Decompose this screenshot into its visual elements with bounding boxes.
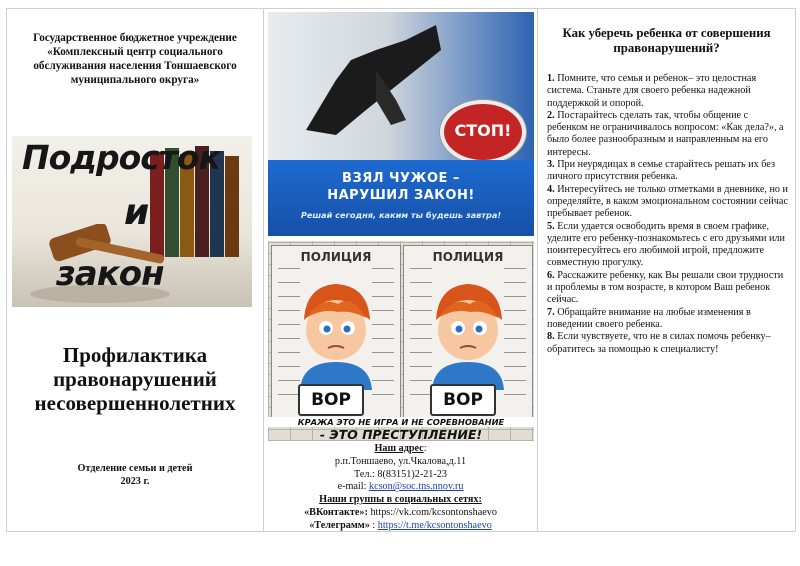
tip-item xyxy=(547,184,789,221)
address-heading-line xyxy=(264,443,537,456)
address-colon: : xyxy=(423,443,427,454)
vk-line xyxy=(264,507,537,520)
cover-word-3: закон xyxy=(56,254,164,294)
tip-item xyxy=(547,221,789,270)
tip-number: 8. xyxy=(547,331,555,343)
hand-silhouette-icon xyxy=(296,20,446,140)
department-footer xyxy=(13,462,257,488)
email-label: e-mail: xyxy=(337,481,369,493)
department-name: Отделение семьи и детей xyxy=(77,463,193,474)
address-heading: Наш адрес xyxy=(374,443,424,454)
slogan-line-1: ВЗЯЛ ЧУЖОЕ – xyxy=(342,171,460,186)
tip-text: Если удается освободить время в своем графике, уделите его ребенку-познакомьтесь с его друзьями или поинтересуйтесь его любимой игрой, предложите совместную прогулку. xyxy=(547,220,785,269)
tip-number: 6. xyxy=(547,269,555,281)
year: 2023 г. xyxy=(120,476,150,487)
tip-text: Постарайтесь сделать так, чтобы общение с ребенком не ограничивалось вопросом: «Как дела?», а было более разнообразным и направленным на его интересы. xyxy=(547,109,784,158)
mugshot-panel xyxy=(403,245,533,419)
tip-number: 7. xyxy=(547,306,555,318)
thief-sign: ВОР xyxy=(298,384,364,416)
police-label: ПОЛИЦИЯ xyxy=(432,250,504,264)
middle-column xyxy=(264,9,538,531)
tips-column xyxy=(538,9,795,531)
tip-item xyxy=(547,73,789,110)
tip-number: 5. xyxy=(547,220,555,232)
tips-title: Как уберечь ребенка от совершения правонарушений? xyxy=(562,26,771,55)
slogan-line-2: НАРУШИЛ ЗАКОН! xyxy=(327,188,475,203)
brochure-title: Профилактика правонарушений несовершеннолетних xyxy=(34,343,236,415)
stop-theft-poster xyxy=(268,12,534,236)
tip-number: 2. xyxy=(547,109,555,121)
tip-item xyxy=(547,270,789,307)
tips-list xyxy=(547,73,789,356)
crime-caption-line-1: КРАЖА ЭТО НЕ ИГРА И НЕ СОРЕВНОВАНИЕ xyxy=(268,417,534,427)
brochure-sheet xyxy=(6,8,796,532)
crime-caption-line-2: - ЭТО ПРЕСТУПЛЕНИЕ! xyxy=(319,427,483,441)
police-label: ПОЛИЦИЯ xyxy=(300,250,372,264)
poster-subline: Решай сегодня, каким ты будешь завтра! xyxy=(300,210,502,220)
organization-name: Государственное бюджетное учреждение «Комплексный центр социального обслуживания населения Тоншаевского муниципального округа» xyxy=(33,32,237,86)
cover-word-1: Подросток xyxy=(22,138,220,177)
groups-heading: Наши группы в социальных сетях: xyxy=(319,494,482,506)
telegram-separator: : xyxy=(369,519,378,531)
contacts-block xyxy=(264,443,537,533)
cover-word-2: и xyxy=(124,192,149,233)
tip-text: Помните, что семья и ребенок– это целостная система. Станьте для своего ребенка надежной поддержкой и опорой. xyxy=(547,73,757,109)
cover-column xyxy=(7,9,264,531)
tip-text: Интересуйтесь не только отметками в дневнике, но и определяйте, в каком эмоциональном состоянии сейчас пребывает ребенок. xyxy=(547,183,788,220)
tip-text: Если чувствуете, что не в силах помочь ребенку– обратитесь за помощью к специалисту! xyxy=(547,331,771,355)
thief-sign: ВОР xyxy=(430,384,496,416)
tip-item xyxy=(547,307,789,332)
tip-item xyxy=(547,110,789,159)
tip-number: 4. xyxy=(547,183,555,195)
poster-slogan xyxy=(268,170,534,204)
email-line xyxy=(264,481,537,494)
telegram-line xyxy=(264,520,537,533)
telegram-link[interactable]: https://t.me/kcsontonshaevo xyxy=(377,519,492,531)
tip-text: При неурядицах в семье старайтесь решать их без личного присутствия ребенка. xyxy=(547,159,775,183)
tip-text: Расскажите ребенку, как Вы решали свои трудности и проблемы в том возрасте, в котором Ваш ребенок сейчас. xyxy=(547,269,784,306)
boy-cartoon-icon xyxy=(286,278,386,390)
vk-link[interactable]: https://vk.com/kcsontonshaevo xyxy=(367,506,497,518)
mugshot-panel xyxy=(271,245,401,419)
stop-sign-text: СТОП! xyxy=(454,121,512,140)
email-link[interactable]: kcson@soc.tns.nnov.ru xyxy=(368,481,464,493)
tip-item xyxy=(547,159,789,184)
phone: Тел.: 8(83151)2-21-23 xyxy=(354,468,447,480)
boy-cartoon-icon xyxy=(418,278,518,390)
stop-sign-icon xyxy=(440,100,526,164)
vk-label: «ВКонтакте»: xyxy=(304,506,368,518)
tip-number: 1. xyxy=(547,73,555,84)
mugshot-poster xyxy=(268,241,534,441)
tip-number: 3. xyxy=(547,159,555,171)
address: р.п.Тоншаево, ул.Чкалова,д.11 xyxy=(334,455,467,467)
tip-item xyxy=(547,331,789,356)
tip-text: Обращайте внимание на любые изменения в поведении своего ребенка. xyxy=(547,306,751,330)
law-book-gavel-illustration xyxy=(12,136,252,307)
telegram-label: «Телеграмм» xyxy=(309,519,370,531)
